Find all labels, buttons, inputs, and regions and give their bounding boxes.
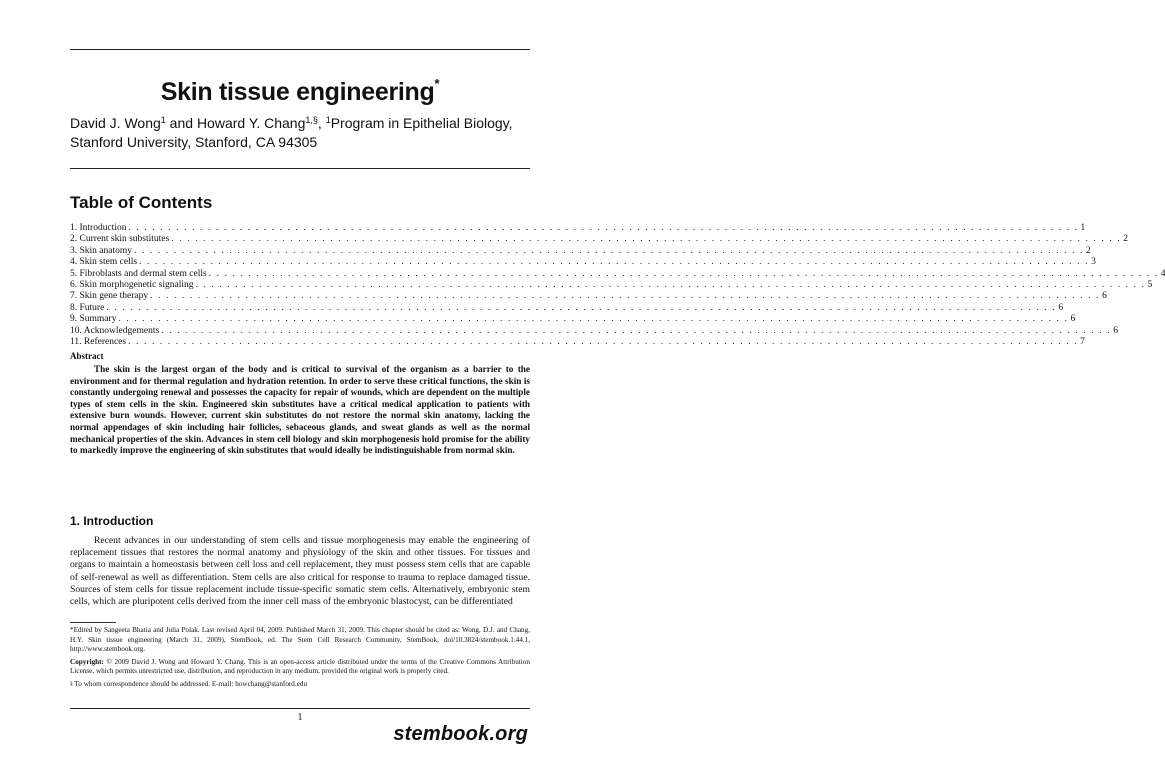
affiliation: Program in Epithelial Biology, bbox=[330, 115, 513, 131]
author-block: David J. Wong$^1$ and Howard Y. Chang$^{1,\S}$, $^1$Program in Epithelial Biology, Stanford University, Stanford, CA 94305 bbox=[70, 115, 513, 150]
toc-entry-label: 7. Skin gene therapy bbox=[70, 291, 149, 302]
toc-dot-leader: . . . . . . . . . . . . . . . . . . . . . . . . . . . . . . . . . . . . . . . . . . . . . . . . . . . . . . . . . . . . . . . . . . . . . . . . . . . . . . . . . . . . . . . . . . . . . . . . . . . . . . . . . . . . . . . . . . . . . . . . bbox=[128, 223, 1079, 233]
toc-entry-page: 5 bbox=[1147, 279, 1153, 290]
toc-dot-leader: . . . . . . . . . . . . . . . . . . . . . . . . . . . . . . . . . . . . . . . . . . . . . . . . . . . . . . . . . . . . . . . . . . . . . . . . . . . . . . . . . . . . . . . . . . . . . . . . . . . . . . . . . . . . . . . . . . . . . . . . bbox=[150, 291, 1101, 302]
toc-entry-page: 6 bbox=[1070, 314, 1076, 325]
introduction-heading: 1. Introduction bbox=[70, 514, 154, 528]
toc-entry-label: 4. Skin stem cells bbox=[70, 257, 138, 268]
toc-entry-label: 3. Skin anatomy bbox=[70, 245, 133, 256]
footnote-correspondence: § To whom correspondence should be addressed. E-mail: howchang@stanford.edu bbox=[70, 679, 308, 688]
table-of-contents bbox=[70, 223, 1165, 348]
toc-dot-leader: . . . . . . . . . . . . . . . . . . . . . . . . . . . . . . . . . . . . . . . . . . . . . . . . . . . . . . . . . . . . . . . . . . . . . . . . . . . . . . . . . . . . . . . . . . . . . . . . . . . . . . . . . . . . . . . . . . . . . . . . bbox=[106, 302, 1057, 313]
toc-entry[interactable] bbox=[70, 302, 1064, 314]
paper-title: Skin tissue engineering* bbox=[160, 76, 440, 106]
toc-entry[interactable] bbox=[70, 336, 1085, 348]
toc-entry-page: 7 bbox=[1080, 336, 1085, 347]
toc-entry[interactable] bbox=[70, 223, 1086, 234]
top-rule bbox=[70, 49, 530, 50]
toc-entry[interactable] bbox=[70, 257, 1096, 268]
author-2: Howard Y. Chang bbox=[196, 115, 306, 131]
abstract-text: The skin is the largest organ of the body and is critical to survival of the organism as a barrier to the environment and for thermal regulation and hydration retention. In order to serve these critical functions, the skin is constantly undergoing renewal and possesses the capacity for repair of wounds, which are dependent on the multiple types of stem cells in the skin. Engineered skin substitutes have a critical medical application to patients with extensive burn wounds. However, current skin substitutes do not restore the normal skin anatomy, lacking the normal appendages of skin including hair follicles, sebaceous glands, and sweat glands as well as the normal mechanical properties of the skin. Advances in stem cell biology and skin morphogenesis hold promise for the ability to markedly improve the engineering of skin substitutes that would ideally be indistinguishable from normal skin. bbox=[70, 364, 530, 456]
title-footnote-mark: * bbox=[434, 76, 440, 91]
toc-dot-leader: . . . . . . . . . . . . . . . . . . . . . . . . . . . . . . . . . . . . . . . . . . . . . . . . . . . . . . . . . . . . . . . . . . . . . . . . . . . . . . . . . . . . . . . . . . . . . . . . . . . . . . . . . . . . . . . . . . . . . . . . bbox=[161, 325, 1112, 336]
toc-entry[interactable] bbox=[70, 325, 1118, 337]
affiliation-line-2: Stanford University, Stanford, CA 94305 bbox=[70, 134, 318, 150]
toc-entry-page: 6 bbox=[1102, 291, 1107, 302]
page-number: 1 bbox=[297, 712, 303, 723]
toc-entry-label: 5. Fibroblasts and dermal stem cells bbox=[70, 268, 207, 279]
introduction-text: Recent advances in our understanding of stem cells and tissue morphogenesis may enable the engineering of replacement tissues that restores the normal anatomy and physiology of the skin and other tissues. For tissues and organs to maintain a homeostasis between cell loss and cell replacement, they must possess stem cells that are capable of self-renewal as well as differentiation. Stem cells are also critical for response to trauma to replace damaged tissue. Sources of stem cells for tissue replacement include tissue-specific somatic stem cells. Alternatively, embryonic stem cells, which are pluripotent cells derived from the inner cell mass of the embryonic blastocyst, can be differentiated bbox=[70, 535, 530, 608]
stembook-logo[interactable]: stembook.org bbox=[393, 723, 528, 745]
toc-entry[interactable] bbox=[70, 291, 1107, 302]
toc-entry[interactable] bbox=[70, 234, 1129, 245]
footnote-rule bbox=[70, 622, 116, 623]
toc-entry-label: 11. References bbox=[70, 336, 127, 347]
toc-entry-label: 2. Current skin substitutes bbox=[70, 234, 170, 245]
author-1: David J. Wong bbox=[70, 115, 161, 131]
abstract-heading: Abstract bbox=[70, 351, 104, 361]
footnote-copyright: Copyright: © 2009 David J. Wong and Howard Y. Chang. This is an open-access article distributed under the terms of the Creative Commons Attribution License, which permits unrestricted use, distribution, and reproduction in any medium, provided the original work is properly cited. bbox=[70, 657, 530, 676]
toc-dot-leader: . . . . . . . . . . . . . . . . . . . . . . . . . . . . . . . . . . . . . . . . . . . . . . . . . . . . . . . . . . . . . . . . . . . . . . . . . . . . . . . . . . . . . . . . . . . . . . . . . . . . . . . . . . . . . . . . . . . . . . . . bbox=[171, 234, 1122, 245]
toc-entry[interactable] bbox=[70, 268, 1165, 280]
toc-entry-label: 10. Acknowledgements bbox=[70, 325, 160, 336]
title-rule bbox=[70, 168, 530, 169]
toc-entry[interactable] bbox=[70, 279, 1153, 291]
toc-dot-leader: . . . . . . . . . . . . . . . . . . . . . . . . . . . . . . . . . . . . . . . . . . . . . . . . . . . . . . . . . . . . . . . . . . . . . . . . . . . . . . . . . . . . . . . . . . . . . . . . . . . . . . . . . . . . . . . . . . . . . . . . bbox=[128, 336, 1079, 347]
toc-entry-page: 2 bbox=[1086, 245, 1091, 256]
toc-entry-label: 8. Future bbox=[70, 302, 105, 313]
toc-entry-page: 2 bbox=[1123, 234, 1129, 245]
toc-dot-leader: . . . . . . . . . . . . . . . . . . . . . . . . . . . . . . . . . . . . . . . . . . . . . . . . . . . . . . . . . . . . . . . . . . . . . . . . . . . . . . . . . . . . . . . . . . . . . . . . . . . . . . . . . . . . . . . . . . . . . . . . bbox=[139, 257, 1090, 268]
toc-heading: Table of Contents bbox=[70, 193, 213, 212]
toc-entry-page: 4 bbox=[1160, 268, 1165, 279]
toc-entry-label: 9. Summary bbox=[70, 314, 117, 325]
toc-dot-leader: . . . . . . . . . . . . . . . . . . . . . . . . . . . . . . . . . . . . . . . . . . . . . . . . . . . . . . . . . . . . . . . . . . . . . . . . . . . . . . . . . . . . . . . . . . . . . . . . . . . . . . . . . . . . . . . . . . . . . . . . bbox=[134, 245, 1085, 256]
toc-dot-leader: . . . . . . . . . . . . . . . . . . . . . . . . . . . . . . . . . . . . . . . . . . . . . . . . . . . . . . . . . . . . . . . . . . . . . . . . . . . . . . . . . . . . . . . . . . . . . . . . . . . . . . . . . . . . . . . . . . . . . . . . bbox=[118, 314, 1069, 325]
toc-entry-page: 1 bbox=[1080, 223, 1086, 233]
footnotes bbox=[70, 626, 530, 693]
footnote-edited: *Edited by Sangeeta Bhatia and Julia Polak. Last revised April 04, 2009. Published March 31, 2009. This chapter should be cited as: Wong, D.J. and Chang, H.Y. Skin tissue engineering (March 31, 2009), StemBook, ed. The Stem Cell Research Community, StemBook, doi/10.3824/stembook.1.44.1, http://www.stembook.org. bbox=[70, 626, 530, 654]
footer-rule bbox=[70, 708, 530, 709]
toc-dot-leader: . . . . . . . . . . . . . . . . . . . . . . . . . . . . . . . . . . . . . . . . . . . . . . . . . . . . . . . . . . . . . . . . . . . . . . . . . . . . . . . . . . . . . . . . . . . . . . . . . . . . . . . . . . . . . . . . . . . . . . . . bbox=[195, 279, 1146, 290]
toc-entry-page: 3 bbox=[1091, 257, 1096, 268]
toc-entry-page: 6 bbox=[1113, 325, 1118, 336]
toc-entry[interactable] bbox=[70, 245, 1091, 257]
toc-entry-page: 6 bbox=[1058, 302, 1064, 313]
toc-entry-label: 6. Skin morphogenetic signaling bbox=[70, 279, 194, 290]
toc-dot-leader: . . . . . . . . . . . . . . . . . . . . . . . . . . . . . . . . . . . . . . . . . . . . . . . . . . . . . . . . . . . . . . . . . . . . . . . . . . . . . . . . . . . . . . . . . . . . . . . . . . . . . . . . . . . . . . . . . . . . . . . . bbox=[208, 268, 1159, 279]
toc-entry[interactable] bbox=[70, 314, 1076, 325]
toc-entry-label: 1. Introduction bbox=[70, 223, 127, 233]
